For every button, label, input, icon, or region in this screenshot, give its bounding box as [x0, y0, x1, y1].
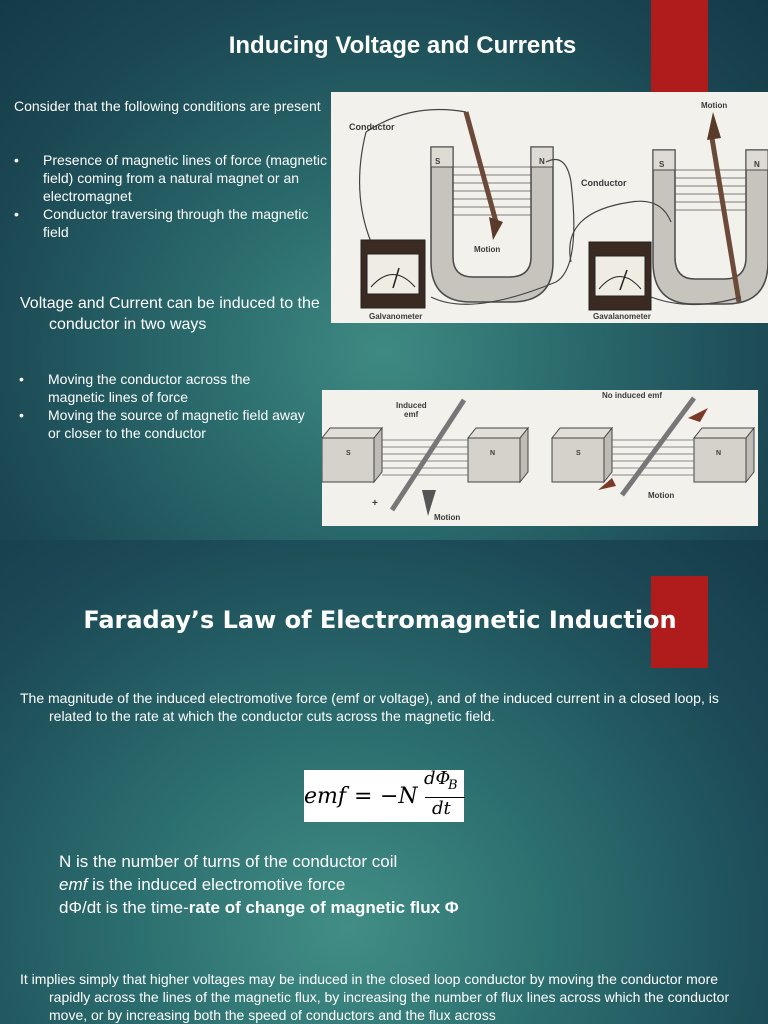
horseshoe-magnet-diagram: [331, 92, 768, 323]
motion-label-left: Motion: [474, 245, 501, 254]
pole-n-label-right: N: [754, 160, 760, 169]
definitions: [59, 850, 619, 919]
induced-emf-label-line2: emf: [404, 410, 419, 419]
slide-title: Faraday’s Law of Electromagnetic Induction: [83, 606, 677, 634]
emf-term: emf: [59, 875, 88, 894]
definition-flux: [59, 896, 619, 919]
definition-n: N is the number of turns of the conductor coil: [59, 852, 398, 871]
slide-faradays-law: [0, 540, 768, 1024]
formula-numerator: dΦ: [424, 768, 451, 789]
pole-s-label-left: S: [346, 450, 351, 457]
bar-magnet-diagram: [322, 390, 758, 526]
galvanometer-label-right: Gavalanometer: [593, 312, 651, 321]
implication-text: It implies simply that higher voltages may be induced in the closed loop conductor by moving the conductor more rapidly across the lines of the magnetic flux, by increasing the number of flux lines across which the conductor move, or by increasing both the speed of conductors and the flux across: [20, 971, 730, 1023]
motion-label-right: Motion: [648, 491, 675, 500]
motion-label-right: Motion: [701, 101, 728, 110]
pole-n-label-left: N: [490, 450, 496, 457]
plus-sign: +: [372, 498, 378, 509]
emf-definition: is the induced electromotive force: [87, 875, 346, 894]
law-description: The magnitude of the induced electromotive force (emf or voltage), and of the induced current in a closed loop, is related to the rate at which the conductor cuts across the magnetic field.: [20, 690, 719, 724]
pole-s-label-left: S: [435, 157, 441, 166]
formula-lhs: emf: [304, 784, 347, 809]
induced-emf-label-line1: Induced: [396, 401, 427, 410]
definition-emf: [59, 873, 619, 896]
pole-n-label-right: N: [716, 450, 722, 457]
list-item: • Presence of magnetic lines of force (magnetic field) coming from a natural magnet or an electromagnet: [14, 151, 332, 205]
formula-minus-n: −N: [380, 784, 418, 809]
bar-magnet-figure: [322, 390, 758, 526]
conductor-label-left: Conductor: [349, 122, 395, 132]
pole-s-label-right: S: [659, 160, 665, 169]
conductor-label-right: Conductor: [581, 178, 627, 188]
bar-magnet-right-pair: [552, 398, 754, 495]
horseshoe-magnet-figure: [331, 92, 768, 323]
faraday-formula: [304, 770, 464, 822]
formula-subscript: B: [448, 778, 458, 793]
horseshoe-magnet-right: [653, 150, 768, 304]
no-induced-emf-label: No induced emf: [602, 391, 663, 400]
flux-bold: rate of change of magnetic flux Φ: [188, 898, 459, 917]
bar-magnet-left-pair: [322, 400, 528, 516]
motion-label-left: Motion: [434, 513, 461, 522]
pole-n-label-left: N: [539, 157, 545, 166]
flux-prefix: dΦ/dt is the time-: [59, 898, 189, 917]
formula-denominator: dt: [432, 798, 451, 819]
galvanometer-label-left: Galvanometer: [369, 312, 423, 321]
slide-title: Inducing Voltage and Currents: [228, 32, 577, 59]
formula-equals: =: [354, 784, 373, 809]
list-item: • Moving the source of magnetic field away or closer to the conductor: [19, 406, 309, 442]
galvanometer-icon: [589, 242, 651, 310]
ways-list: [19, 370, 309, 442]
list-item: • Conductor traversing through the magnetic field: [14, 205, 332, 241]
ways-intro: Voltage and Current can be induced to the conductor in two ways: [20, 295, 320, 333]
conditions-intro: Consider that the following conditions are present: [14, 98, 321, 114]
pole-s-label-right: S: [576, 450, 581, 457]
list-item: • Moving the conductor across the magnetic lines of force: [19, 370, 309, 406]
conditions-list: [14, 151, 332, 241]
galvanometer-icon: [361, 240, 425, 308]
